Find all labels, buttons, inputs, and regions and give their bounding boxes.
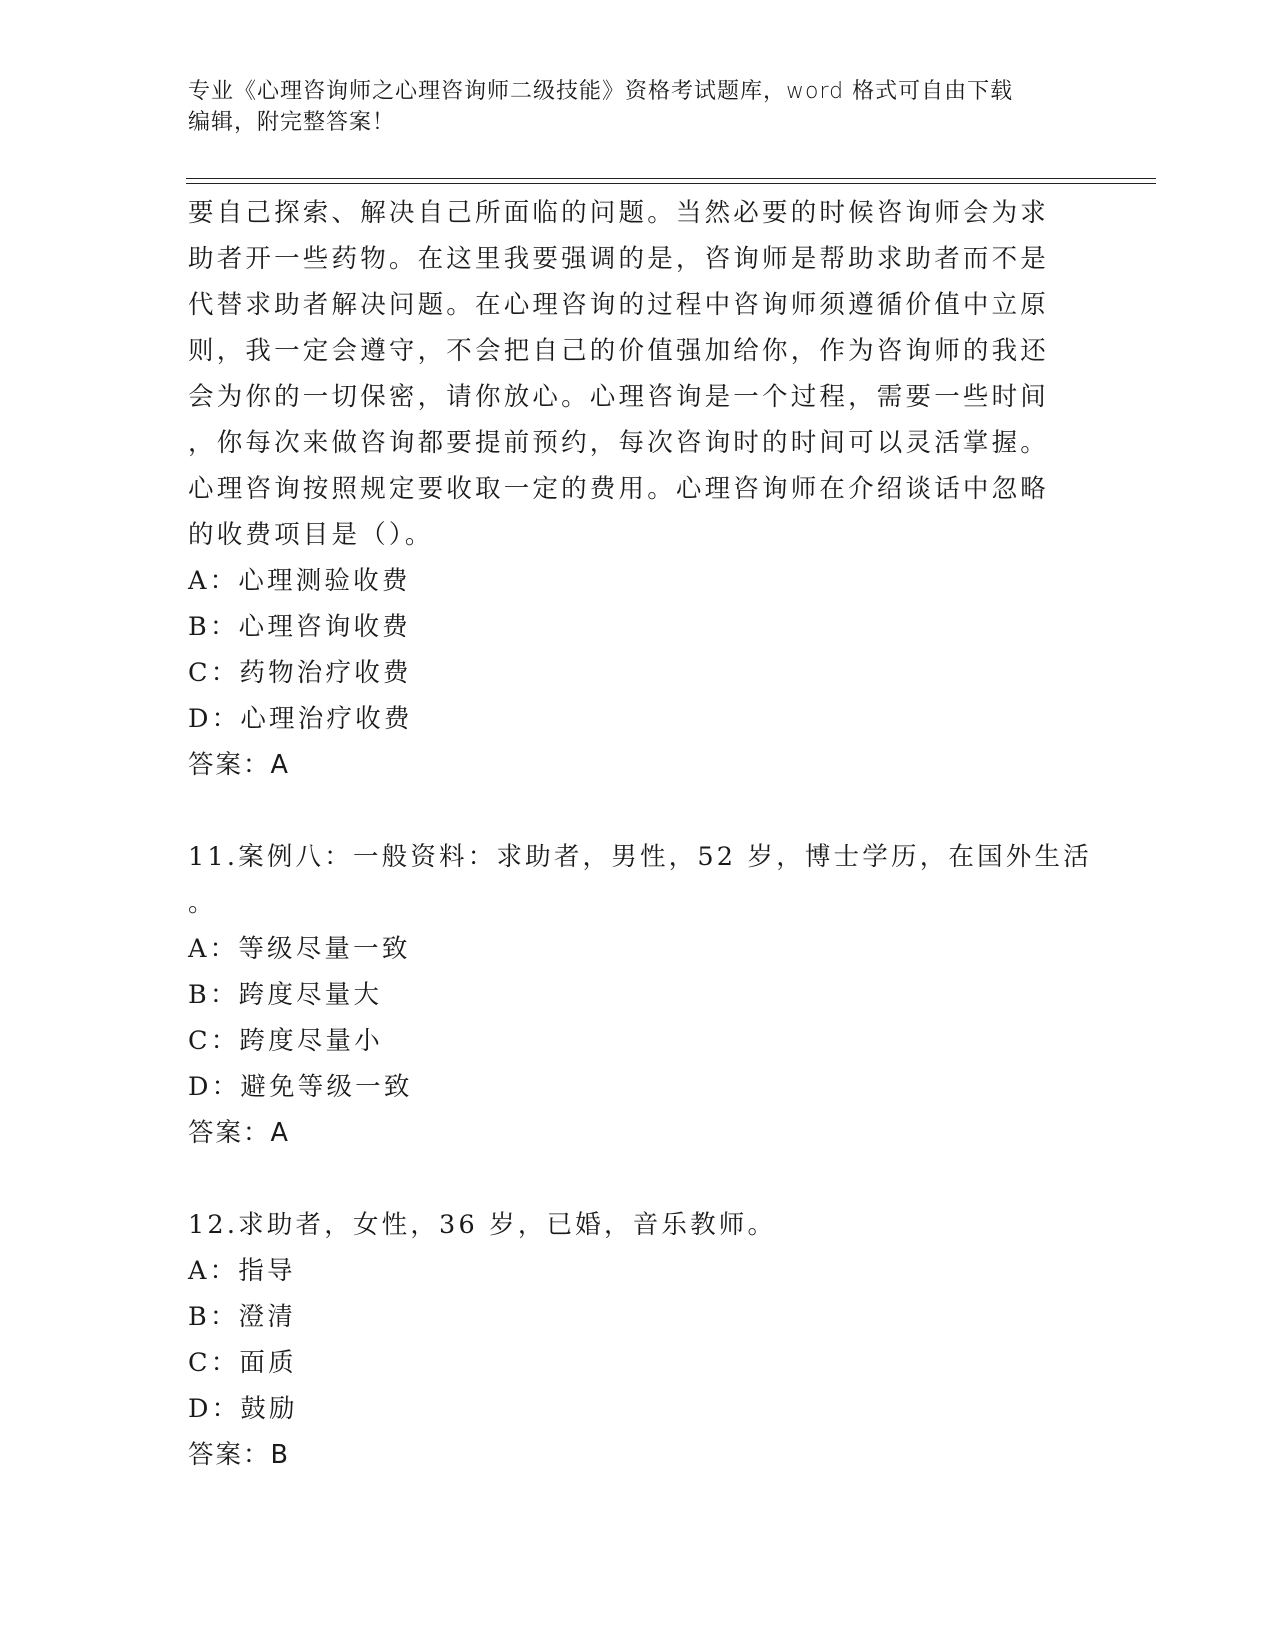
document-body <box>188 190 1188 1478</box>
header-divider-bottom <box>186 183 1156 184</box>
option-b: B：澄清 <box>188 1302 297 1332</box>
question-12 <box>188 1202 1188 1478</box>
option-d: D：心理治疗收费 <box>188 704 413 734</box>
question-text-line: 要自己探索、解决自己所面临的问题。当然必要的时候咨询师会为求 <box>188 198 1050 228</box>
option-c: C：跨度尽量小 <box>188 1026 383 1056</box>
option-a: A：指导 <box>188 1256 296 1286</box>
question-10 <box>188 190 1188 788</box>
question-text-line: 助者开一些药物。在这里我要强调的是，咨询师是帮助求助者而不是 <box>188 244 1050 274</box>
question-text-line: 心理咨询按照规定要收取一定的费用。心理咨询师在介绍谈话中忽略 <box>188 474 1050 504</box>
question-text-line: 11.案例八：一般资料：求助者，男性，52 岁，博士学历，在国外生活 <box>188 842 1092 872</box>
option-a: A：心理测验收费 <box>188 566 411 596</box>
question-text-line: ，你每次来做咨询都要提前预约，每次咨询时的时间可以灵活掌握。 <box>188 428 1050 458</box>
header-line-1: 专业《心理咨询师之心理咨询师二级技能》资格考试题库，word 格式可自由下载 <box>188 79 1014 104</box>
option-b: B：跨度尽量大 <box>188 980 383 1010</box>
option-b: B：心理咨询收费 <box>188 612 411 642</box>
question-11 <box>188 834 1188 1156</box>
answer-line: 答案：A <box>188 1118 290 1148</box>
question-text-line: 代替求助者解决问题。在心理咨询的过程中咨询师须遵循价值中立原 <box>188 290 1050 320</box>
option-c: C：药物治疗收费 <box>188 658 412 688</box>
question-text-line: 则，我一定会遵守，不会把自己的价值强加给你，作为咨询师的我还 <box>188 336 1050 366</box>
question-text-line: 。 <box>188 888 217 918</box>
question-text-line: 会为你的一切保密，请你放心。心理咨询是一个过程，需要一些时间 <box>188 382 1050 412</box>
document-header <box>188 76 1068 138</box>
option-d: D：避免等级一致 <box>188 1072 413 1102</box>
header-line-2: 编辑，附完整答案！ <box>188 110 396 135</box>
option-d: D：鼓励 <box>188 1394 298 1424</box>
question-text-line: 的收费项目是（）。 <box>188 520 434 550</box>
question-spacer <box>188 1156 1188 1202</box>
answer-line: 答案：B <box>188 1440 290 1470</box>
option-c: C：面质 <box>188 1348 297 1378</box>
question-spacer <box>188 788 1188 834</box>
option-a: A：等级尽量一致 <box>188 934 411 964</box>
question-text-line: 12.求助者，女性，36 岁，已婚，音乐教师。 <box>188 1210 777 1240</box>
answer-line: 答案：A <box>188 750 290 780</box>
header-divider-top <box>186 178 1156 179</box>
